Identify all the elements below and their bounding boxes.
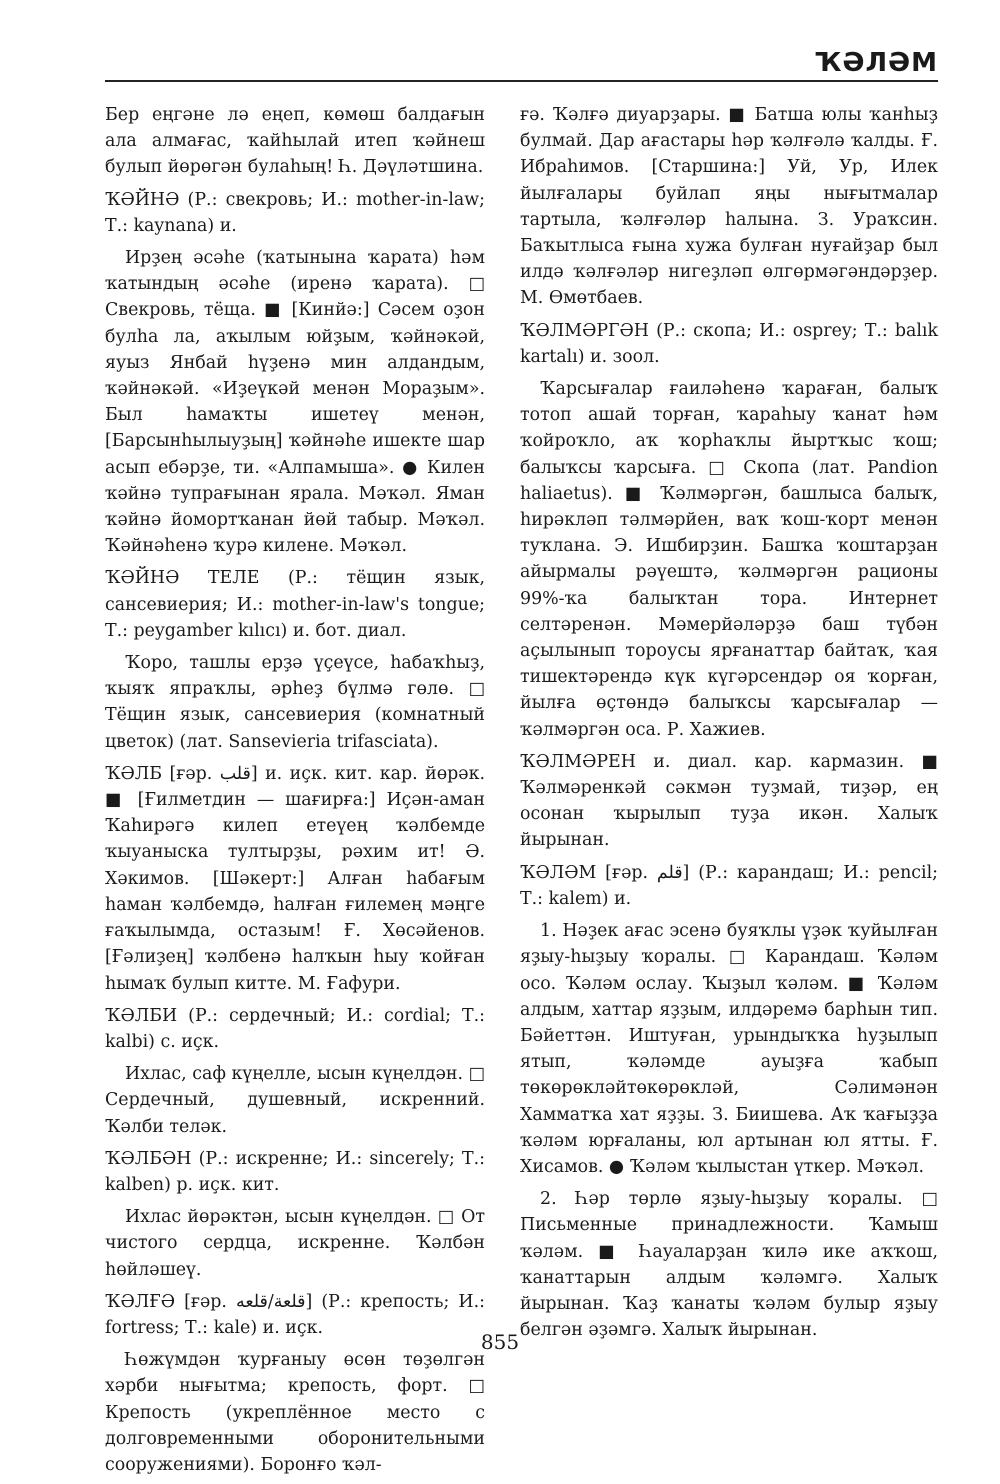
dictionary-entry: ҠӘЙНӘ ТЕЛЕ (Р.: тёщин язык, сансевиерия; И.: mother-in-law's tongue; Т.: peygamber kılıcı) и. бот. диал. <box>105 568 485 641</box>
definition-paragraph: 1. Нәҙек ағас эсенә буяҡлы үҙәк ҡуйылған яҙыу-һыҙыу ҡоралы. □ Карандаш. Ҡәләм осо. Ҡәләм ослау. Ҡыҙыл ҡәләм. ■ Ҡәләм алдым, хаттар яҙҙым, илдәремә барһын тип. Бәйеттән. Иштуған, урындыҡҡа һуҙылып ятып, ҡәләмде ауыҙға ҡабып төкөрөкләйтөкөрөкләй, Сәлимәнән Хамматҡа хат яҙҙы. З. Биишева. Аҡ ҡағыҙҙа ҡәләм юрғаланы, юл артынан юл ятты. Ғ. Хисамов. ● Ҡәләм ҡылыстан үткер. Мәҡәл. <box>520 921 938 1177</box>
page-header <box>0 0 1000 90</box>
text-paragraph: ғә. Ҡәлғә диуарҙары. ■ Батша юлы ҡанһыҙ булмай. Дар ағастары һәр ҡәлғәлә ҡалды. Ғ. Ибраһимов. [Старшина:] Уй, Ур, Илек йылғалары буйлап яңы нығытмалар тартыла, ҡәлғәләр һалына. З. Ураҡсин. Баҡытлыса ғына хужа булған нуғайҙар был илдә ҡәлғәләр нигеҙләп өлгөрмәгәндәрҙер. М. Өмөтбаев. <box>520 105 938 309</box>
header-rule <box>105 80 938 82</box>
right-column <box>520 102 938 1349</box>
dictionary-entry: ҠӘЛБ [ғәр. قلب] и. иҫк. кит. кар. йөрәк. ■ [Ғилметдин — шағирға:] Иҫән-аман Ҡаһирәгә килеп етеүең ҡәлбемде ҡыуаныска тултырҙы, рәхим ит! Ә. Хәкимов. [Шәкерт:] Алған һабағым һаман ҡәлбемдә, һалған ғилемең мәңге ғаҡылымда, остазым! Ғ. Хөсәйенов. [Ғәлиҙең] ҡәлбенә һалҡын һыу ҡойған һымаҡ булып китте. М. Ғафури. <box>105 763 485 994</box>
dictionary-entry: ҠӘЛҒӘ [ғәр. قلعة/قلعه] (Р.: крепость; И.: fortress; Т.: kale) и. иҫк. <box>105 1291 485 1338</box>
dictionary-entry: ҠӘЙНӘ (Р.: свекровь; И.: mother-in-law; Т.: kaynana) и. <box>105 189 485 236</box>
text-paragraph: Бер еңгәне лә еңеп, көмөш балдағын ала алмағас, ҡайһылай итеп ҡәйнеш булып йөрөгән булаһың! Һ. Дәүләтшина. <box>105 105 485 178</box>
dictionary-entry: ҠӘЛМӘРГӘН (Р.: скопа; И.: osprey; Т.: balık kartalı) и. зоол. <box>520 320 938 367</box>
definition-paragraph: 2. Һәр төрлө яҙыу-һыҙыу ҡоралы. □ Письменные принадлежности. Ҡамыш ҡәләм. ■ Һауаларҙан ҡилә ике аҡҡош, ҡанаттарын алдым ҡәләмгә. Халыҡ йырынан. Ҡаҙ ҡанаты ҡәләм булыр яҙыу белгән әҙәмгә. Халыҡ йырынан. <box>520 1189 938 1341</box>
dictionary-entry: ҠӘЛМӘРЕН и. диал. кар. кармазин. ■ Ҡәлмәренкәй сәкмән туҙмай, тиҙәр, ең осонан ҡырылып туҙа икән. Халыҡ йырынан. <box>520 751 938 851</box>
dictionary-entry: ҠӘЛӘМ [ғәр. قلم] (Р.: карандаш; И.: pencil; Т.: kalem) и. <box>520 862 938 909</box>
left-column <box>105 102 485 1484</box>
definition-paragraph: Ирҙең әсәһе (ҡатынына ҡарата) һәм ҡатындың әсәһе (иренә ҡарата). □ Свекровь, тёща. ■ [Кинйә:] Сәсем оҙон булһа ла, аҡылым юйҙым, ҡәйнәкәй, яуыз Янбай һүҙенә мин алдандым, ҡәйнәкәй. «Иҙеүкәй менән Мораҙым». Был һамаҡты ишетеү менән, [Барсынһылыуҙың] ҡәйнәһе ишекте шар асып ебәрҙе, ти. «Алпамыша». ● Килен ҡәйнә тупрағынан ярала. Мәҡәл. Яман ҡәйнә йомортҡанан йөй табыр. Мәҡәл. Ҡәйнәһенә ҡурә килене. Мәҡәл. <box>105 248 485 557</box>
definition-paragraph: Ҡарсығалар ғаиләһенә ҡараған, балыҡ тотоп ашай торған, ҡараһыу ҡанат һәм ҡойроҡло, аҡ ҡорһаҡлы йыртҡыс ҡош; балыҡсы ҡарсыға. □ Скопа (лат. Pandion haliaetus). ■ Ҡәлмәргән, башлыса балыҡ, һирәкләп тәлмәрйен, ваҡ ҡош-ҡорт менән туҡлана. Э. Ишбирҙин. Башҡа ҡоштарҙан айырмалы рәүештә, ҡәлмәргән рационы 99%-ҡа балыҡтан тора. Интернет селтәренән. Мәмерйәләрҙә баш түбән аҫылынып тороусы ярғанаттар байтаҡ, ҡая тишектәрендә күк күгәрсендәр оя ҡорған, йылға өҫтөндә балыҡсы ҡарсығалар — ҡәлмәргән оса. Р. Хажиев. <box>520 379 938 740</box>
definition-paragraph: Ихлас йөрәктән, ысын күңелдән. □ От чистого сердца, искренне. Ҡәлбән һөйләшеү. <box>105 1207 485 1280</box>
dictionary-entry: ҠӘЛБИ (Р.: сердечный; И.: cordial; Т.: kalbi) с. иҫк. <box>105 1005 485 1052</box>
dictionary-entry: ҠӘЛБӘН (Р.: искренне; И.: sincerely; Т.: kalben) р. иҫк. кит. <box>105 1148 485 1195</box>
definition-paragraph: Һөжүмдән ҡурғаныу өсөн төҙөлгән хәрби нығытма; крепость, форт. □ Крепость (укреплённое место с долговременными оборонительными сооружениями). Боронғо ҡәл- <box>105 1350 485 1475</box>
definition-paragraph: Ҡоро, ташлы ерҙә үҫеүсе, һабаҡһыҙ, ҡыяҡ япраҡлы, әрһеҙ бүлмә гөлө. □ Тёщин язык, сансевиерия (комнатный цветок) (лат. Sansevieria trifasciata). <box>105 653 485 752</box>
page-number: 855 <box>480 1330 520 1354</box>
running-head: ҠӘЛӘМ <box>814 48 938 78</box>
definition-paragraph: Ихлас, саф күңелле, ысын күңелдән. □ Сердечный, душевный, искренний. Ҡәлби теләк. <box>105 1064 485 1137</box>
